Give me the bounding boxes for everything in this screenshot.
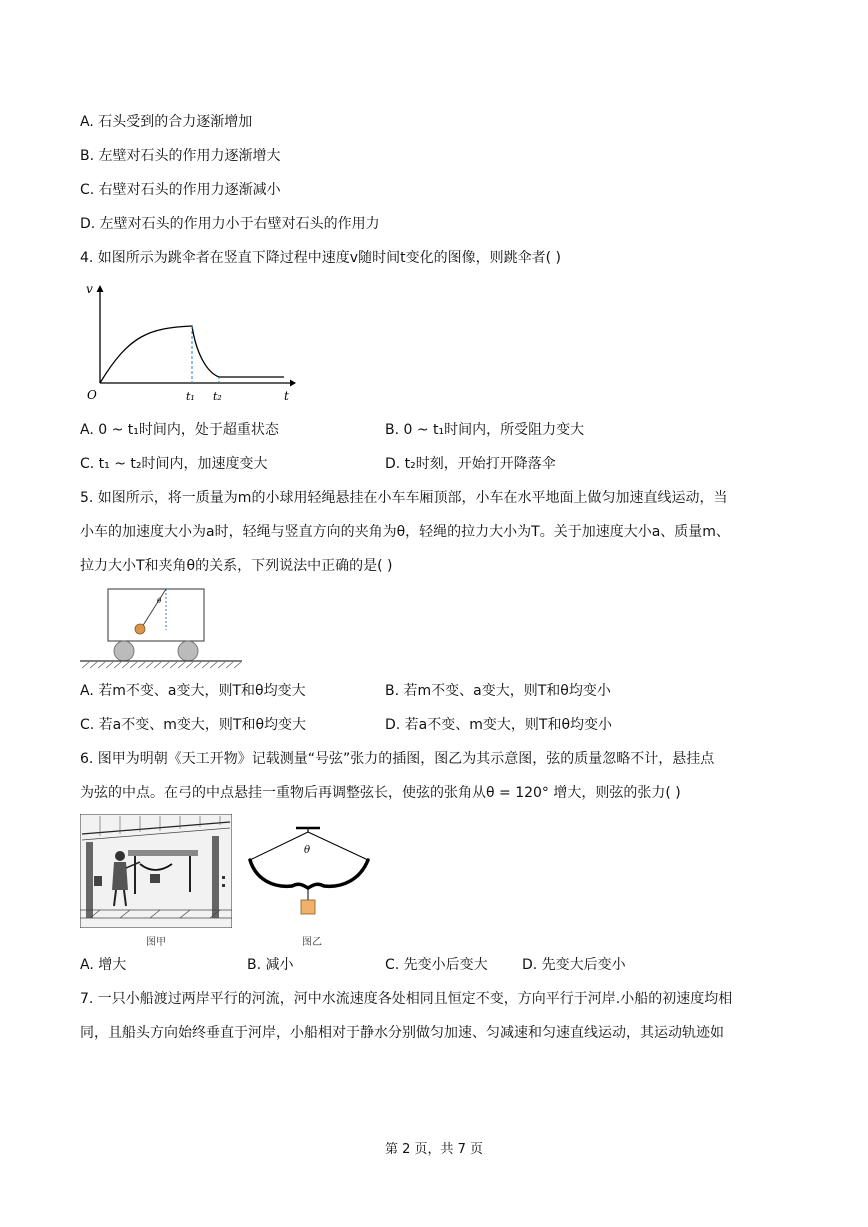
q6-figure-a-illustration <box>80 814 232 928</box>
q5-cart-figure <box>80 586 245 672</box>
q6-caption-a: 图甲 <box>146 937 166 948</box>
q3-option-d: D. 左壁对石头的作用力小于右壁对石头的作用力 <box>80 216 380 232</box>
q3-option-a: A. 石头受到的合力逐渐增加 <box>80 114 253 130</box>
q3-option-b: B. 左壁对石头的作用力逐渐增大 <box>80 148 281 164</box>
q6-stem-line-2: 为弦的中点。在弓的中点悬挂一重物后再调整弦长，使弦的张角从θ = 120° 增大，则弦的张力( ) <box>80 785 681 801</box>
q6-stem-line-1: 6. 图甲为明朝《天工开物》记载测量“号弦”张力的插图，图乙为其示意图，弦的质量忽略不计，悬挂点 <box>80 751 715 767</box>
q6-figure-b-schematic <box>244 824 374 920</box>
q4-label-t: t <box>284 389 289 403</box>
q6-option-a: A. 增大 <box>80 957 127 973</box>
q4-label-t1: t₁ <box>186 390 195 403</box>
q5-cart-body <box>108 589 204 641</box>
q4-label-v: v <box>86 282 93 296</box>
q4-option-a: A. 0 ~ t₁时间内，处于超重状态 <box>80 422 279 438</box>
q6-option-c: C. 先变小后变大 <box>385 957 488 973</box>
q5-stem-line-3: 拉力大小T和夹角θ的关系，下列说法中正确的是( ) <box>80 558 393 574</box>
q4-t-axis-arrow <box>290 380 296 387</box>
q6-option-d: D. 先变大后变小 <box>522 957 626 973</box>
q5-option-a: A. 若m不变、a变大，则T和θ均变大 <box>80 683 306 699</box>
q6-caption-b: 图乙 <box>302 937 322 948</box>
q4-v-axis-arrow <box>97 285 104 292</box>
q5-theta-label: θ <box>157 597 162 605</box>
q4-option-c: C. t₁ ~ t₂时间内，加速度变大 <box>80 456 268 472</box>
q6-string-left <box>250 832 311 860</box>
q4-stem: 4. 如图所示为跳伞者在竖直下降过程中速度v随时间t变化的图像，则跳伞者( ) <box>80 250 561 266</box>
q6-string-right <box>308 832 368 860</box>
q4-option-d: D. t₂时刻，开始打开降落伞 <box>385 456 556 472</box>
q5-option-c: C. 若a不变、m变大，则T和θ均变大 <box>80 717 307 733</box>
q3-option-c: C. 右壁对石头的作用力逐渐减小 <box>80 182 281 198</box>
q4-velocity-time-graph <box>84 280 299 405</box>
q5-stem-line-2: 小车的加速度大小为a时，轻绳与竖直方向的夹角为θ，轻绳的拉力大小为T。关于加速度大小a、质量m、 <box>80 524 730 540</box>
q5-wheel-right <box>178 641 198 661</box>
q5-ball <box>135 624 145 634</box>
q4-label-t2: t₂ <box>213 390 222 403</box>
q5-option-d: D. 若a不变、m变大，则T和θ均变小 <box>385 717 613 733</box>
q4-velocity-curve <box>100 326 284 383</box>
q5-wheel-left <box>114 641 134 661</box>
q6-bow <box>250 860 368 888</box>
q6-theta-label: θ <box>304 845 311 856</box>
q7-line-2: 同，且船头方向始终垂直于河岸，小船相对于静水分别做匀加速、匀减速和匀速直线运动，其运动轨迹如 <box>80 1025 724 1041</box>
q4-option-b: B. 0 ~ t₁时间内，所受阻力变大 <box>385 422 585 438</box>
q5-option-b: B. 若m不变、a变大，则T和θ均变小 <box>385 683 611 699</box>
q4-label-o: O <box>87 388 97 402</box>
q5-stem-line-1: 5. 如图所示，将一质量为m的小球用轻绳悬挂在小车车厢顶部，小车在水平地面上做匀加速直线运动，当 <box>80 490 728 506</box>
q6-weight <box>301 900 315 914</box>
q6-option-b: B. 减小 <box>247 957 294 973</box>
q7-line-1: 7. 一只小船渡过两岸平行的河流，河中水流速度各处相同且恒定不变，方向平行于河岸.小船的初速度均相 <box>80 991 733 1007</box>
q5-ground-hatch <box>82 662 241 668</box>
page-footer: 第 2 页，共 7 页 <box>384 1142 484 1157</box>
